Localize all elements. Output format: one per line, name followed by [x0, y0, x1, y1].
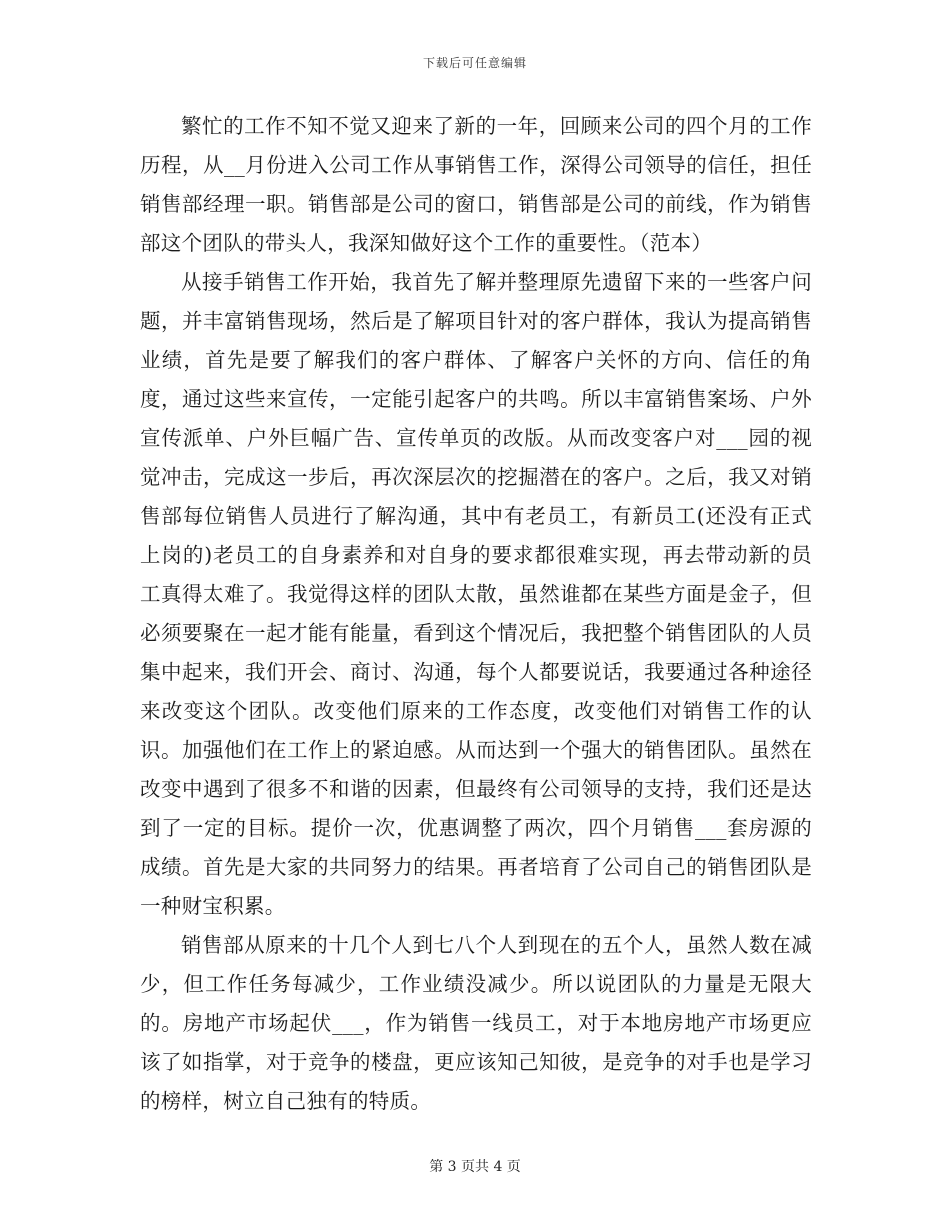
paragraph-team-strength: 销售部从原来的十几个人到七八个人到现在的五个人，虽然人数在减少，但工作任务每减少，工作业绩没减少。所以说团队的力量是无限大的。房地产市场起伏___，作为销售一线员工，对于本地房地产市场更应该了如指掌，对于竞争的楼盘，更应该知己知彼，是竞争的对手也是学习的榜样，树立自己独有的特质。: [140, 933, 812, 1113]
paragraph-sales-work: 从接手销售工作开始，我首先了解并整理原先遗留下来的一些客户问题，并丰富销售现场，然后是了解项目针对的客户群体，我认为提高销售业绩，首先是要了解我们的客户群体、了解客户关怀的方向、信任的角度，通过这些来宣传，一定能引起客户的共鸣。所以丰富销售案场、户外宣传派单、户外巨幅广告、宣传单页的改版。从而改变客户对___园的视觉冲击，完成这一步后，再次深层次的挖掘潜在的客户。之后，我又对销售部每位销售人员进行了解沟通，其中有老员工，有新员工(还没有正式上岗的)老员工的自身素养和对自身的要求都很难实现，再去带动新的员工真得太难了。我觉得这样的团队太散，虽然谁都在某些方面是金子，但必须要聚在一起才能有能量，看到这个情况后，我把整个销售团队的人员集中起来，我们开会、商讨、沟通，每个人都要说话，我要通过各种途径来改变这个团队。改变他们原来的工作态度，改变他们对销售工作的认识。加强他们在工作上的紧迫感。从而达到一个强大的销售团队。虽然在改变中遇到了很多不和谐的因素，但最终有公司领导的支持，我们还是达到了一定的目标。提价一次，优惠调整了两次，四个月销售___套房源的成绩。首先是大家的共同努力的结果。再者培育了公司自己的销售团队是一种财宝积累。: [140, 270, 812, 918]
page-footer: 第 3 页共 4 页: [429, 1159, 521, 1175]
paragraph-intro: 繁忙的工作不知不觉又迎来了新的一年，回顾来公司的四个月的工作历程，从__月份进入公司工作从事销售工作，深得公司领导的信任，担任销售部经理一职。销售部是公司的窗口，销售部是公司的前线，作为销售部这个团队的带头人，我深知做好这个工作的重要性。（范本）: [140, 114, 812, 255]
page-header: 下载后可任意编辑: [422, 56, 527, 70]
document-body: [140, 107, 812, 1121]
